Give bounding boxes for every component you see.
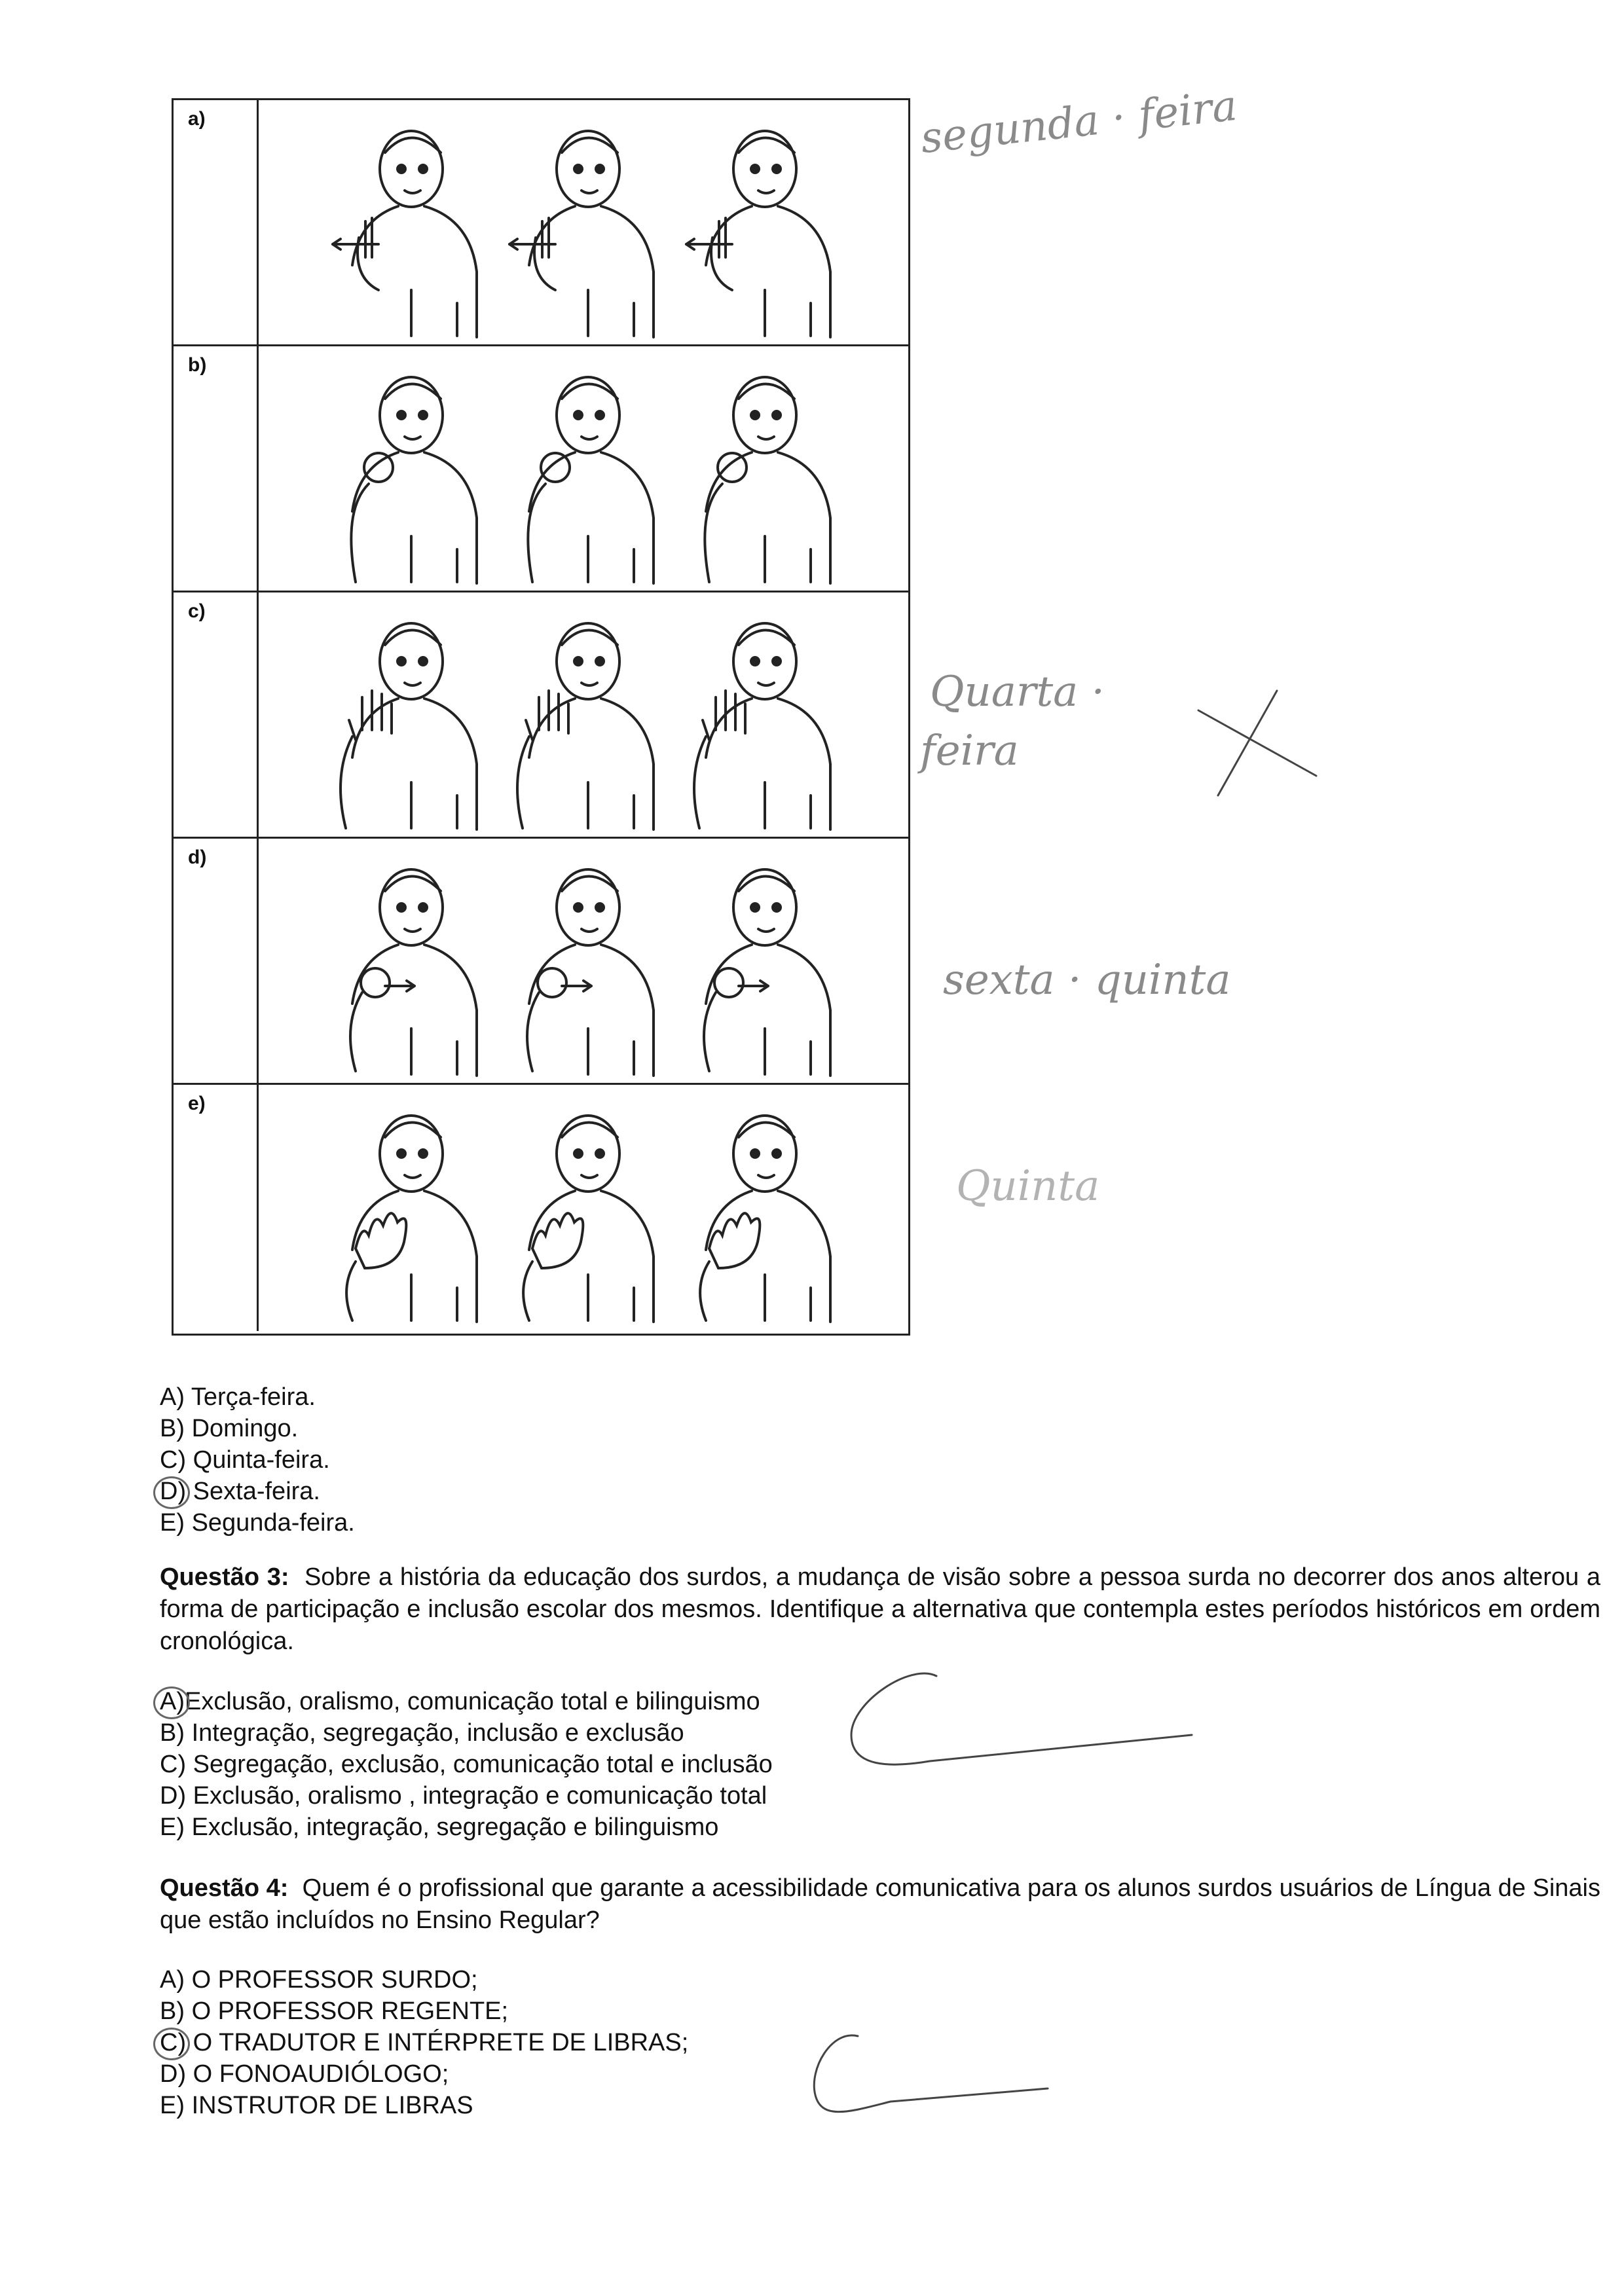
q3-option-b[interactable]: B) Integração, segregação, inclusão e exclusão	[160, 1719, 684, 1747]
q2-option-b[interactable]: B) Domingo.	[160, 1415, 299, 1442]
question4-options	[160, 1964, 688, 2121]
sign-row-5	[174, 1085, 908, 1331]
question4-text: Quem é o profissional que garante a acessibilidade comunicativa para os alunos surdos usuários de Língua de Sinais que estão incluídos no Ensino Regular?	[160, 1874, 1600, 1934]
q3-option-e[interactable]: E) Exclusão, integração, segregação e bilinguismo	[160, 1813, 719, 1841]
row-label-cell	[174, 839, 259, 1083]
question3-label: Questão 3:	[160, 1563, 289, 1591]
row-label-cell	[174, 592, 259, 837]
sign-figure-3	[654, 1091, 850, 1327]
sign-figure-1	[300, 1091, 496, 1327]
sign-figure-3	[654, 845, 850, 1081]
handwritten-note-row-e: Quinta	[956, 1162, 1100, 1211]
row-label-cell	[174, 100, 259, 344]
q4-option-e[interactable]: E) INSTRUTOR DE LIBRAS	[160, 2092, 473, 2119]
sign-table	[172, 98, 910, 1336]
q2-option-d-selected[interactable]: D) Sexta-feira.	[160, 1476, 355, 1507]
row-label-cell	[174, 346, 259, 591]
question3-prompt	[160, 1561, 1600, 1658]
row-label: e)	[188, 1093, 206, 1114]
row-label-cell	[174, 1085, 259, 1331]
q3-option-d[interactable]: D) Exclusão, oralismo , integração e comunicação total	[160, 1782, 767, 1810]
sign-row-1	[174, 100, 908, 346]
sign-figure-3	[654, 107, 850, 342]
q4-option-b[interactable]: B) O PROFESSOR REGENTE;	[160, 1997, 509, 2025]
question4-label: Questão 4:	[160, 1874, 289, 1902]
row-label: a)	[188, 108, 206, 130]
q2-option-e[interactable]: E) Segunda-feira.	[160, 1509, 355, 1537]
question2-options	[160, 1381, 355, 1539]
question3-options	[160, 1686, 773, 1843]
row-label: d)	[188, 847, 207, 868]
q4-option-c-selected[interactable]: C) O TRADUTOR E INTÉRPRETE DE LIBRAS;	[160, 2027, 688, 2058]
check-curve-q4	[814, 2035, 1048, 2112]
sign-figure-2	[477, 107, 673, 342]
sign-figure-3	[654, 599, 850, 835]
sign-figure-1	[300, 353, 496, 589]
sign-figure-1	[300, 845, 496, 1081]
handwritten-note-row-c-1: Quarta ·	[930, 668, 1105, 716]
figure-cell	[261, 592, 908, 837]
sign-row-4	[174, 839, 908, 1085]
sign-figure-1	[300, 599, 496, 835]
figure-cell	[261, 839, 908, 1083]
q2-option-c[interactable]: C) Quinta-feira.	[160, 1446, 330, 1474]
sign-row-2	[174, 346, 908, 592]
cross-mark	[1198, 691, 1316, 795]
q3-option-a-selected[interactable]: A)Exclusão, oralismo, comunicação total e bilinguismo	[160, 1686, 773, 1717]
sign-figure-2	[477, 599, 673, 835]
q4-option-a[interactable]: A) O PROFESSOR SURDO;	[160, 1966, 478, 1994]
sign-figure-2	[477, 1091, 673, 1327]
figure-cell	[261, 1085, 908, 1331]
sign-row-3	[174, 592, 908, 839]
sign-figure-2	[477, 353, 673, 589]
q3-option-c[interactable]: C) Segregação, exclusão, comunicação total e inclusão	[160, 1751, 773, 1778]
q2-option-a[interactable]: A) Terça-feira.	[160, 1383, 316, 1411]
figure-cell	[261, 346, 908, 591]
question3-text: Sobre a história da educação dos surdos, a mudança de visão sobre a pessoa surda no decorrer dos anos alterou a forma de participação e inclusão escolar dos mesmos. Identifique a alternativa que contempla estes períodos históricos em ordem cronológica.	[160, 1563, 1600, 1655]
q4-option-d[interactable]: D) O FONOAUDIÓLOGO;	[160, 2060, 449, 2088]
sign-figure-1	[300, 107, 496, 342]
check-curve-q3	[851, 1673, 1192, 1764]
row-label: c)	[188, 600, 206, 622]
figure-cell	[261, 100, 908, 344]
sign-figure-3	[654, 353, 850, 589]
handwritten-note-row-d: sexta · quinta	[943, 956, 1231, 1004]
sign-figure-2	[477, 845, 673, 1081]
question4-prompt	[160, 1872, 1600, 1937]
handwritten-note-row-a: segunda · feira	[918, 81, 1240, 164]
row-label: b)	[188, 354, 207, 376]
handwritten-note-row-c-2: feira	[920, 727, 1019, 775]
